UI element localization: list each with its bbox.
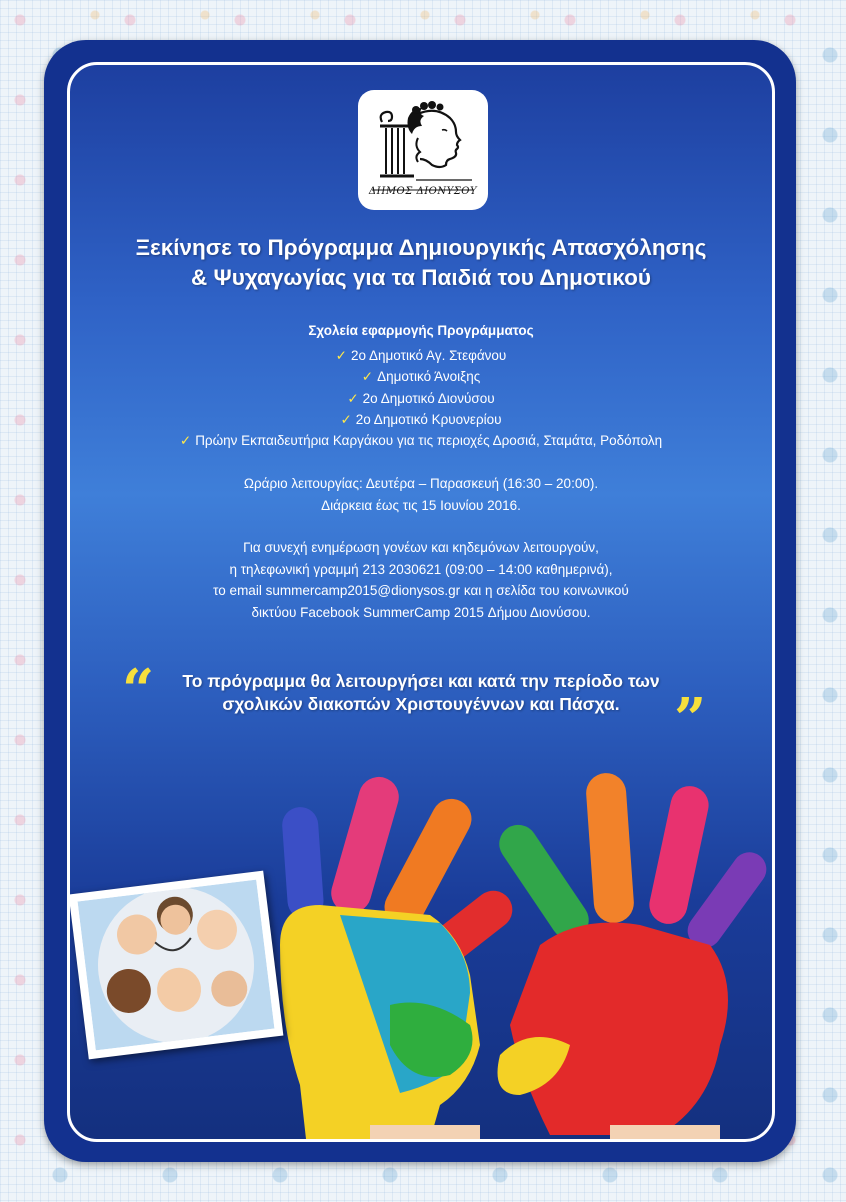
schools-list: [70, 345, 772, 451]
open-quote-icon: “: [122, 657, 155, 723]
municipality-logo: [358, 90, 488, 210]
page-title: [70, 233, 772, 293]
schools-heading: Σχολεία εφαρμογής Προγράμματος: [308, 323, 534, 338]
duration-text: Διάρκεια έως τις 15 Ιουνίου 2016.: [321, 497, 521, 513]
info-line-1: Για συνεχή ενημέρωση γονέων και κηδεμόνων λειτουργούν,: [243, 540, 599, 555]
info-line-3: το email summercamp2015@dionysos.gr και η σελίδα του κοινωνικού: [213, 583, 629, 598]
schedule-text: Ωράριο λειτουργίας: Δευτέρα – Παρασκευή (16:30 – 20:00).: [243, 476, 599, 491]
checkmark-icon: ✓: [179, 433, 192, 449]
school-name: 2ο Δημοτικό Κρυονερίου: [355, 411, 502, 427]
checkmark-icon: ✓: [361, 369, 374, 385]
school-name: 2ο Δημοτικό Διονύσου: [362, 390, 495, 406]
checkmark-icon: ✓: [335, 348, 347, 363]
info-line-4: δικτύου Facebook SummerCamp 2015 Δήμου Διονύσου.: [251, 604, 591, 620]
title-line-1: Ξεκίνησε το Πρόγραμμα Δημιουργικής Απασχόλησης: [135, 235, 707, 260]
contact-info: [70, 537, 772, 623]
list-item: [70, 366, 772, 387]
quote-line-1: Το πρόγραμμα θα λειτουργήσει και κατά την περίοδο των: [182, 671, 660, 691]
highlight-quote: [70, 670, 772, 716]
kids-photo-image: [78, 880, 275, 1051]
list-item: [70, 430, 772, 451]
operating-hours: [70, 473, 772, 516]
school-name: 2ο Δημοτικό Αγ. Στεφάνου: [350, 348, 507, 363]
list-item: [70, 345, 772, 366]
logo-text: ΔΗΜΟΣ ΔΙΟΝΥΣΟΥ: [368, 186, 478, 197]
school-name: Δημοτικό Άνοιξης: [377, 369, 481, 385]
title-line-2: & Ψυχαγωγίας για τα Παιδιά του Δημοτικού: [191, 265, 651, 290]
checkmark-icon: ✓: [347, 390, 359, 406]
close-quote-icon: ”: [674, 686, 707, 752]
poster-card: [67, 62, 775, 1142]
list-item: [70, 409, 772, 430]
checkmark-icon: ✓: [340, 411, 352, 427]
kids-photo: [69, 871, 284, 1060]
school-name: Πρώην Εκπαιδευτήρια Καργάκου για τις περιοχές Δροσιά, Σταμάτα, Ροδόπολη: [195, 433, 663, 449]
info-line-2: η τηλεφωνική γραμμή 213 2030621 (09:00 – 14:00 καθημερινά),: [229, 561, 613, 577]
list-item: [70, 388, 772, 409]
quote-line-2: σχολικών διακοπών Χριστουγέννων και Πάσχα.: [222, 694, 620, 714]
